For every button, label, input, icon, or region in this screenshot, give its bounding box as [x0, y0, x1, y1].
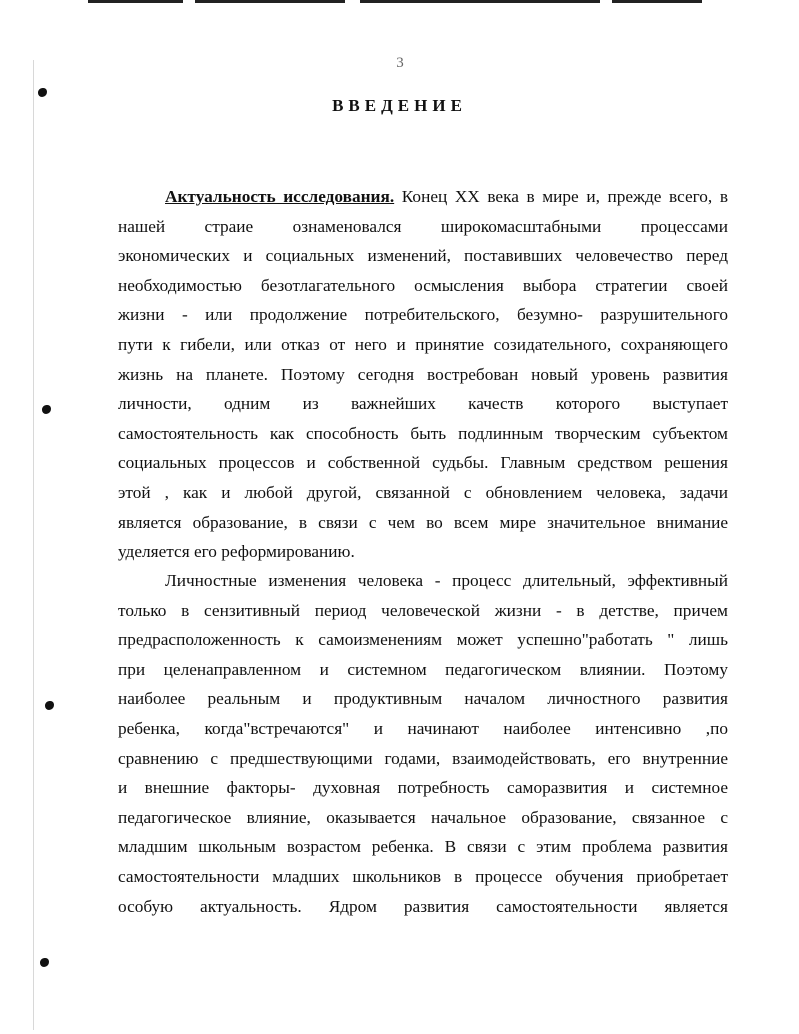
paragraph-line: предрасположенность к самоизменениям может успешно"работать " лишь	[118, 630, 728, 650]
paragraph-relevance	[118, 182, 728, 567]
paragraph-line: самостоятельность как способность быть подлинным творческим субъектом	[118, 423, 728, 443]
scan-edge-left	[33, 60, 34, 1030]
paragraph-line: пути к гибели, или отказ от него и принятие созидательного, сохраняющего	[118, 334, 728, 354]
paragraph-line: является образование, в связи с чем во всем мире значительное внимание	[118, 512, 728, 532]
paragraph-line: младшим школьным возрастом ребенка. В связи с этим проблема развития	[118, 837, 728, 857]
punch-hole-mark	[45, 701, 54, 710]
scan-edge-top-2	[195, 0, 345, 3]
punch-hole-mark	[42, 405, 51, 414]
lead-phrase: Актуальность исследования.	[165, 187, 395, 206]
paragraph-line: уделяется его реформированию.	[118, 542, 355, 562]
scan-edge-top-4	[612, 0, 702, 3]
paragraph-line: жизнь на планете. Поэтому сегодня востребован новый уровень развития	[118, 364, 728, 384]
paragraph-line: педагогическое влияние, оказывается начальное образование, связанное с	[118, 807, 728, 827]
paragraph-line: ребенка, когда"встречаются" и начинают наиболее интенсивно ,по	[118, 718, 728, 738]
scan-edge-top-3	[360, 0, 600, 3]
paragraph-line: жизни - или продолжение потребительского, безумно- разрушительного	[118, 305, 728, 325]
paragraph-line: экономических и социальных изменений, поставивших человечество перед	[118, 246, 728, 266]
page-number: 3	[396, 55, 404, 71]
paragraph-line: только в сензитивный период человеческой жизни - в детстве, причем	[118, 600, 728, 620]
paragraph-line: наиболее реальным и продуктивным началом личностного развития	[118, 689, 728, 709]
paragraph-line: Актуальность исследования. Конец XX века в мире и, прежде всего, в	[165, 187, 728, 206]
paragraph-line: и внешние факторы- духовная потребность саморазвития и системное	[118, 778, 728, 798]
paragraph-line: при целенаправленном и системном педагогическом влиянии. Поэтому	[118, 659, 728, 679]
paragraph-line: личности, одним из важнейших качеств которого выступает	[118, 394, 728, 414]
paragraph-line: сравнению с предшествующими годами, взаимодействовать, его внутренние	[118, 748, 728, 768]
paragraph-line: этой , как и любой другой, связанной с обновлением человека, задачи	[118, 482, 728, 502]
paragraph-personal-changes	[118, 566, 728, 921]
scan-edge-top-1	[88, 0, 183, 3]
page-title: ВВЕДЕНИЕ	[332, 96, 467, 115]
paragraph-line: необходимостью безотлагательного осмысления выбора стратегии своей	[118, 275, 728, 295]
paragraph-line: нашей страие ознаменовался широкомасштабными процессами	[118, 216, 728, 236]
punch-hole-mark	[40, 958, 49, 967]
paragraph-line: самостоятельности младших школьников в процессе обучения приобретает	[118, 866, 728, 886]
paragraph-line: особую актуальность. Ядром развития самостоятельности является	[118, 896, 728, 916]
paragraph-line: социальных процессов и собственной судьбы. Главным средством решения	[118, 453, 728, 473]
paragraph-line: Личностные изменения человека - процесс длительный, эффективный	[165, 571, 728, 590]
